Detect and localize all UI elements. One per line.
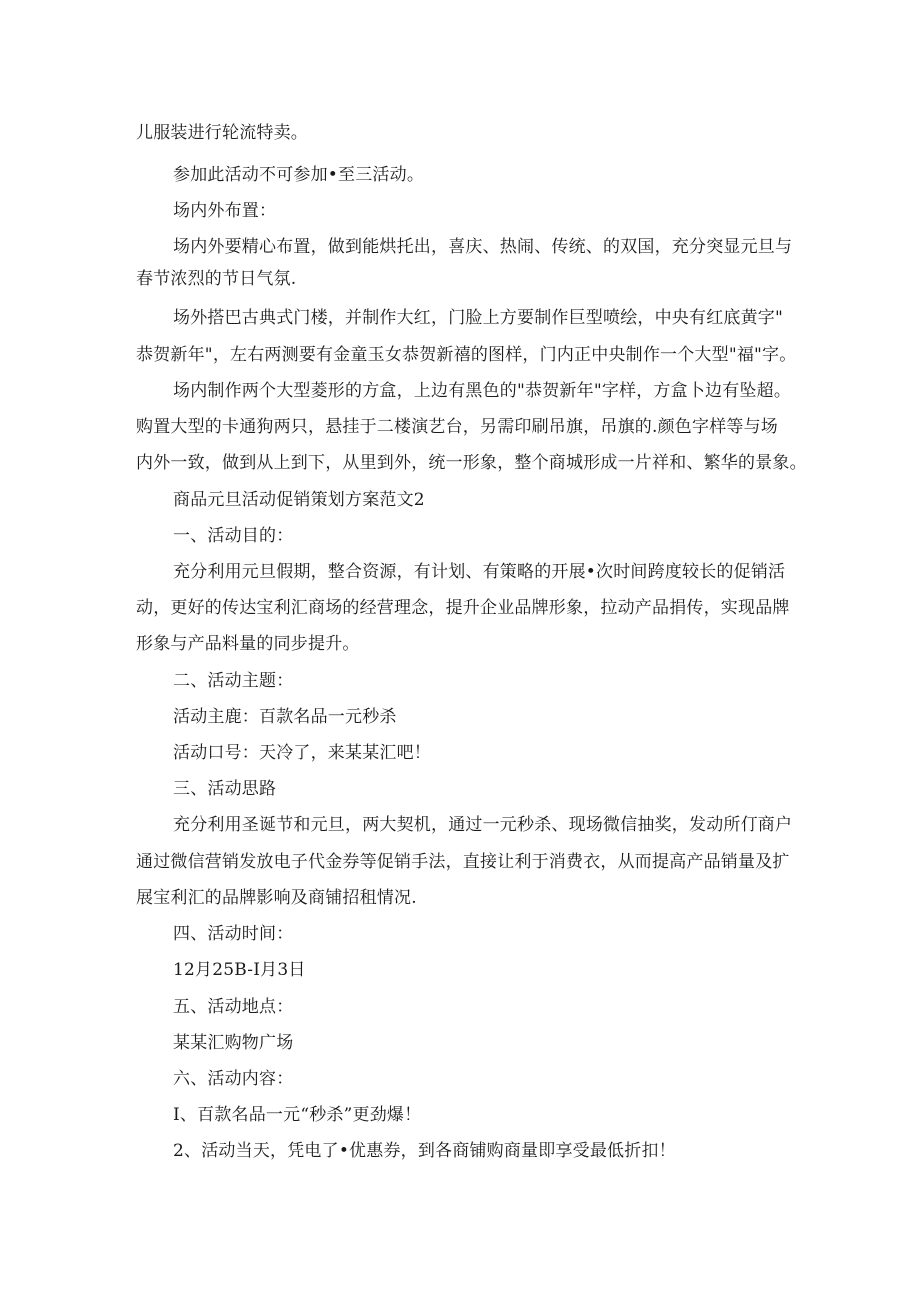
section-heading: 五、活动地点： bbox=[173, 997, 294, 1017]
text-line: 春节浓烈的节日气氛. bbox=[136, 269, 297, 289]
section-heading: 二、活动主题： bbox=[173, 671, 294, 691]
document-subtitle: 商品元旦活动促销策划方案范文2 bbox=[173, 490, 425, 510]
list-item: 2、活动当天，凭电了•优惠券，到各商铺购商量即享受最低折扣！ bbox=[173, 1141, 676, 1161]
text-line: 场内制作两个大型菱形的方盒，上边有黑色的"恭贺新年"字样，方盒卜边有坠超。 bbox=[173, 381, 792, 401]
text-line: 12月25B-I月3日 bbox=[173, 960, 306, 980]
section-heading: 一、活动目的： bbox=[173, 526, 294, 546]
text-line: 充分利用元旦假期，整合资源，有计划、有策略的开展•次时间跨度较长的促销活 bbox=[173, 562, 786, 582]
section-heading: 四、活动时间： bbox=[173, 924, 294, 944]
section-heading: 场内外布置： bbox=[173, 201, 277, 221]
text-line: 形象与产品料量的同步提升。 bbox=[136, 634, 360, 654]
text-line: 场内外要精心布置，做到能烘托出，喜庆、热闹、传统、的双国，充分突显元旦与 bbox=[173, 237, 793, 257]
text-line: 通过微信营销发放电子代金券等促销手法，直接让利于消费衣，从而提高产品销量及扩 bbox=[136, 852, 790, 872]
section-heading: 三、活动思路 bbox=[173, 779, 277, 799]
text-line: 充分利用圣诞节和元旦，两大契机，通过一元秒杀、现场微信抽奖，发动所仃商户 bbox=[173, 815, 793, 835]
section-heading: 六、活动内容： bbox=[173, 1069, 294, 1089]
list-item: I、百款名品一元“秒杀”更劲爆！ bbox=[173, 1105, 422, 1125]
text-line: 参加此活动不可参加•至三活动。 bbox=[173, 165, 425, 185]
text-line: 展宝利汇的品牌影响及商铺招租情况. bbox=[136, 888, 417, 908]
text-line: 恭贺新年"，左右两测要有金童玉女恭贺新禧的图样，门内正中央制作一个大型"福"字。 bbox=[136, 345, 797, 365]
text-line: 场外搭巴古典式门楼，并制作大红，门脸上方要制作巨型喷绘，中央有红底黄字" bbox=[173, 308, 784, 328]
text-line: 活动口号：天冷了，来某某汇吧！ bbox=[173, 743, 431, 763]
text-line: 活动主鹿：百款名品一元秒杀 bbox=[173, 707, 397, 727]
text-line: 购置大型的卡通狗两只，悬挂于二楼演艺台，另需印刷吊旗，吊旗的.颜色字样等与场 bbox=[136, 417, 779, 437]
text-line: 儿服装进行轮流特卖。 bbox=[136, 123, 308, 143]
text-line: 动，更好的传达宝利汇商场的经营理念，提升企业品牌形象，拉动产品捐传，实现品牌 bbox=[136, 598, 790, 618]
text-line: 某某汇购物广场 bbox=[173, 1033, 294, 1053]
text-line: 内外一致，做到从上到下，从里到外，统一形象，整个商城形成一片祥和、繁华的景象。 bbox=[136, 453, 807, 473]
